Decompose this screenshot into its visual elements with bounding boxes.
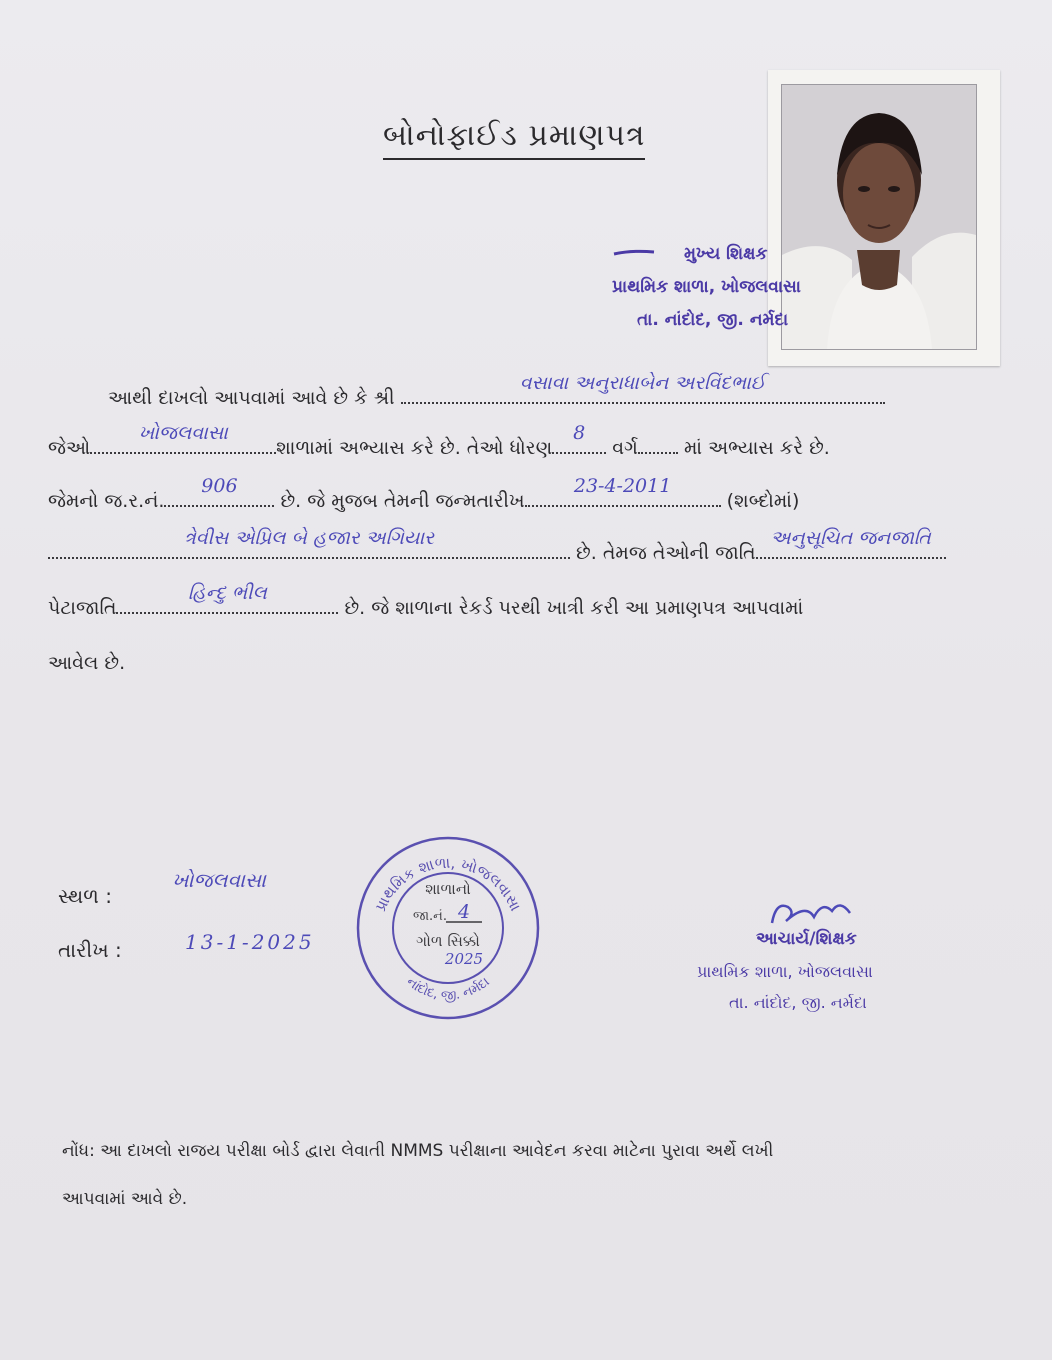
study-suffix: માં અભ્યાસ કરે છે.: [683, 437, 830, 459]
student-photo: [768, 70, 1000, 366]
school-field: [90, 422, 276, 454]
body-line-4: [48, 527, 946, 566]
gr-field: [164, 475, 274, 507]
subcaste-label: પેટાજાતિ: [48, 597, 117, 619]
dob-words-value: ત્રેવીસ એપ્રિલ બે હજાર અગિયાર: [184, 527, 434, 549]
seal-center-line1: શાળાનો: [425, 880, 471, 898]
body-line-2: [48, 422, 830, 461]
dob-value: 23-4-2011: [573, 475, 672, 497]
dob-words-field: [48, 527, 570, 559]
intro-text: આથી દાખલો આપવામાં આવે છે કે શ્રી: [108, 387, 395, 409]
school-value: ખોજલવાસા: [138, 422, 228, 444]
seal-center-line2: જા.નં.: [412, 909, 448, 924]
class-field: [638, 432, 678, 454]
note-line-1: નોંધ: આ દાખલો રાજય પરીક્ષા બોર્ડ દ્વારા લેવાતી NMMS પરીક્ષાના આવેદન કરવા માટેના પુરાવા અર્થે લખી: [62, 1141, 774, 1161]
stamp-school-name: પ્રાથમિક શાળા, ખોજલવાસા: [612, 277, 801, 297]
place-value: ખોજલવાસા: [172, 868, 266, 892]
caste-text: છે. તેમજ તેઓની જાતિ: [576, 542, 756, 564]
school-seal: [352, 832, 544, 1024]
student-name-field: [401, 372, 885, 404]
stamp-dash: [612, 243, 656, 263]
caste-field: [756, 527, 946, 559]
class-label: વર્ગ: [612, 437, 638, 459]
record-text: છે. જે શાળાના રેકર્ડ પરથી ખાત્રી કરી આ પ્રમાણપત્ર આપવામાં: [344, 597, 804, 619]
signature-school: પ્રાથમિક શાળા, ખોજલવાસા: [697, 962, 873, 981]
certificate-title: બોનોફાઈડ પ્રમાણપત્ર: [383, 118, 645, 160]
student-name: વસાવા અનુરાધાબેન અરવિંદભાઈ: [519, 372, 766, 394]
date-value: 13-1-2025: [185, 930, 315, 954]
jeo-label: જેઓ: [48, 437, 91, 459]
seal-center-line3: ગોળ સિક્કો: [416, 932, 480, 950]
gr-label: જેમનો જ.ર.નં.: [48, 490, 165, 512]
seal-bottom-text: નાંદોદ, જી. નર્મદા: [403, 974, 493, 1004]
dob-text: છે. જે મુજબ તેમની જન્મતારીખ: [280, 490, 525, 512]
signature-title: આચાર્ય/શિક્ષક: [756, 929, 857, 949]
dob-field: [525, 475, 721, 507]
seal-number: 4: [457, 901, 471, 923]
words-label: (શબ્દોમાં): [726, 490, 800, 512]
subcaste-value: હિન્દુ ભીલ: [187, 582, 267, 604]
caste-value: અનુસૂચિત જનજાતિ: [770, 527, 931, 549]
stamp-head-teacher: મુખ્ય શિક્ષક: [684, 244, 768, 264]
student-portrait: [782, 85, 976, 349]
seal-graphic: [352, 832, 544, 1024]
std-field: [552, 422, 606, 454]
seal-year: 2025: [444, 950, 484, 968]
body-line-1: [108, 372, 885, 411]
body-line-5: [48, 582, 804, 621]
study-text: શાળામાં અભ્યાસ કરે છે. તેઓ ધોરણ: [276, 437, 553, 459]
signature-address: તા. નાંદોદ, જી. નર્મદા: [729, 993, 867, 1012]
svg-text:નાંદોદ, જી. નર્મદા: [403, 974, 492, 1003]
date-label: તારીખ :: [58, 938, 122, 962]
body-line-6: આવેલ છે.: [48, 652, 126, 674]
stamp-address: તા. નાંદોદ, જી. નર્મદા: [637, 310, 789, 330]
gr-value: 906: [201, 475, 238, 497]
place-label: સ્થળ :: [58, 884, 112, 908]
note-line-2: આપવામાં આવે છે.: [62, 1189, 188, 1209]
body-line-3: [48, 475, 800, 514]
subcaste-field: [116, 582, 338, 614]
std-value: 8: [573, 422, 586, 444]
seal-ring-text: પ્રાથમિક શાળા, ખોજલવાસા: [371, 853, 525, 914]
